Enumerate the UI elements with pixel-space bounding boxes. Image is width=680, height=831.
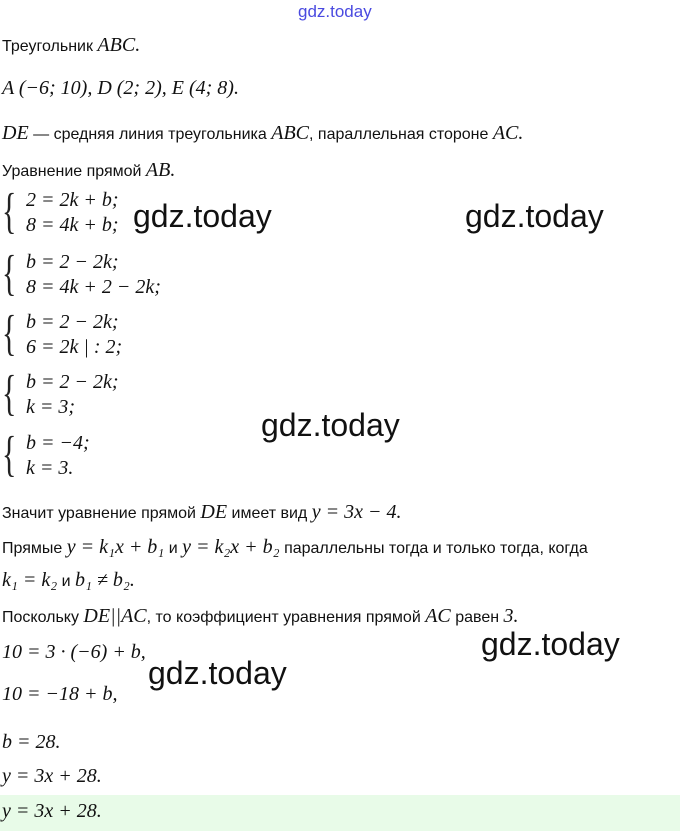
text-segment: Уравнение прямой bbox=[2, 163, 146, 180]
system-equation: b = 2 − 2k; bbox=[26, 371, 119, 393]
text-line bbox=[2, 535, 588, 561]
math-expression: y = k₂x + b₂ bbox=[182, 536, 280, 558]
text-segment: и bbox=[164, 540, 183, 557]
math-expression: DE||AC bbox=[83, 605, 147, 627]
text-line bbox=[2, 158, 175, 184]
brace-icon: { bbox=[2, 366, 17, 422]
text-line bbox=[2, 76, 239, 102]
answer-text: y = 3x + 28. bbox=[2, 800, 102, 822]
math-expression: 10 = −18 + b, bbox=[2, 683, 118, 705]
text-segment: Поскольку bbox=[2, 609, 84, 626]
system-equation: b = 2 − 2k; bbox=[26, 251, 119, 273]
text-segment: , то коэффициент уравнения прямой bbox=[146, 609, 426, 626]
watermark: gdz.today bbox=[481, 626, 620, 662]
answer-box bbox=[0, 795, 680, 831]
text-line bbox=[2, 604, 519, 630]
text-line bbox=[2, 730, 61, 756]
math-expression: AC bbox=[425, 605, 451, 627]
system-equation: b = −4; bbox=[26, 432, 90, 454]
math-expression: AB. bbox=[145, 159, 176, 181]
math-expression: ABC bbox=[271, 122, 310, 144]
math-expression: 3. bbox=[503, 605, 519, 627]
math-expression: k₁ = k₂ bbox=[2, 569, 58, 591]
text-line bbox=[2, 568, 135, 594]
text-line bbox=[2, 682, 118, 708]
text-segment: Прямые bbox=[2, 540, 67, 557]
system-equation: 6 = 2k | : 2; bbox=[26, 336, 123, 358]
text-segment: равен bbox=[450, 609, 504, 626]
system-equation: 2 = 2k + b; bbox=[26, 189, 119, 211]
text-segment: параллельны тогда и только тогда, когда bbox=[279, 540, 588, 557]
text-segment: и bbox=[57, 573, 75, 590]
text-line bbox=[2, 764, 102, 790]
system-equation: 8 = 4k + b; bbox=[26, 214, 119, 236]
text-line bbox=[2, 33, 140, 59]
brace-icon: { bbox=[2, 246, 17, 302]
watermark-top: gdz.today bbox=[298, 2, 372, 21]
math-expression: AC. bbox=[492, 122, 524, 144]
math-expression: 10 = 3 · (−6) + b, bbox=[2, 641, 146, 663]
math-expression: b₁ ≠ b₂. bbox=[74, 569, 135, 591]
system-equation: k = 3. bbox=[26, 457, 74, 479]
brace-icon: { bbox=[2, 306, 17, 362]
math-expression: y = 3x − 4. bbox=[311, 501, 402, 523]
text-line bbox=[2, 121, 523, 147]
text-segment: Треугольник bbox=[2, 38, 98, 55]
text-line bbox=[2, 500, 401, 526]
watermark: gdz.today bbox=[465, 198, 604, 234]
math-expression: A (−6; 10), D (2; 2), E (4; 8). bbox=[2, 77, 239, 99]
system-equation: k = 3; bbox=[26, 396, 76, 418]
watermark: gdz.today bbox=[261, 407, 400, 443]
system-equation: b = 2 − 2k; bbox=[26, 311, 119, 333]
math-expression: b = 28. bbox=[2, 731, 61, 753]
watermark: gdz.today bbox=[148, 655, 287, 691]
math-expression: y = k₁x + b₁ bbox=[66, 536, 165, 558]
text-segment: — средняя линия треугольника bbox=[28, 126, 272, 143]
math-expression: ABC. bbox=[97, 34, 141, 56]
watermark: gdz.today bbox=[133, 198, 272, 234]
math-expression: y = 3x + 28. bbox=[2, 765, 102, 787]
math-expression: DE bbox=[200, 501, 228, 523]
text-segment: , параллельная стороне bbox=[309, 126, 493, 143]
text-line bbox=[2, 640, 146, 666]
brace-icon: { bbox=[2, 427, 17, 483]
math-expression: DE bbox=[2, 122, 29, 144]
text-segment: имеет вид bbox=[227, 505, 312, 522]
system-equation: 8 = 4k + 2 − 2k; bbox=[26, 276, 161, 298]
brace-icon: { bbox=[2, 184, 17, 240]
text-segment: Значит уравнение прямой bbox=[2, 505, 201, 522]
